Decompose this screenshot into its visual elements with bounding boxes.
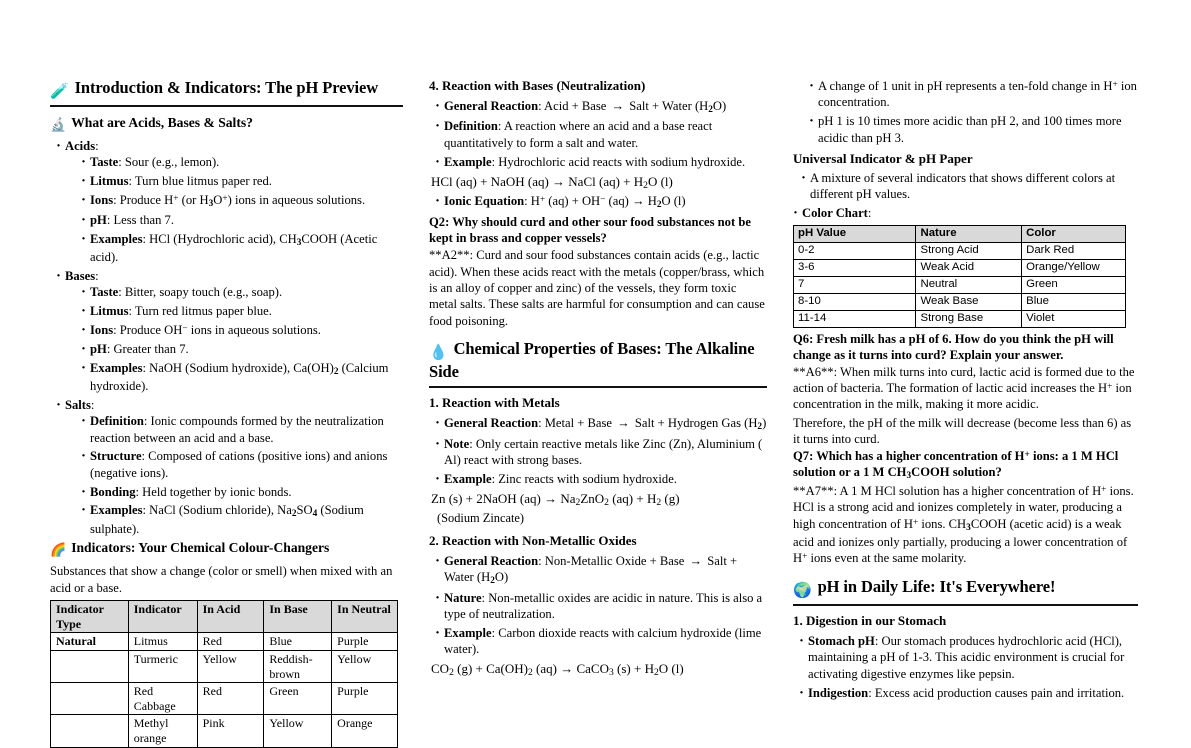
left-sub2-title: Indicators: Your Chemical Colour-Changers (71, 540, 330, 556)
list-item: · Nature: Non-metallic oxides are acidic in nature. This is also a type of neutralization. (435, 590, 767, 623)
ph-color-chart-table (793, 225, 1126, 327)
table-header-row (794, 226, 1126, 243)
list-item: · A change of 1 unit in pH represents a ten-fold change in H+ ion concentration. (809, 78, 1138, 111)
heading-digestion: 1. Digestion in our Stomach (793, 613, 947, 629)
list-item: · Bonding: Held together by ionic bonds. (81, 484, 403, 500)
column-header-in-base: In Base (264, 601, 332, 633)
salts-label: Salts (65, 397, 91, 412)
heading-reaction-metals: 1. Reaction with Metals (429, 395, 560, 411)
three-column-layout (50, 78, 1147, 746)
list-item: · Examples: HCl (Hydrochloric acid), $CH_3COOH$ (Acetic acid). (81, 231, 403, 265)
left-subheading-indicators (50, 539, 403, 560)
right-section-divider (793, 604, 1138, 606)
column-header-ph-value: pH Value (794, 226, 916, 243)
bases-label-item: · Bases: · Taste: Bitter, soapy touch (e.g., soap). · Litmus: Turn red litmus paper blue. · Ions: Produce OH− ions in aqueous solutions. · pH: Greater than 7. · Examples: NaOH (Sodium hydroxide), $Ca(OH)_2$ (Calcium hydroxide). (56, 268, 403, 394)
list-item: · Litmus: Turn red litmus paper blue. (81, 303, 403, 319)
list-item: · Example: Zinc reacts with sodium hydroxide. (435, 471, 767, 487)
column-header-nature: Nature (916, 226, 1022, 243)
table-row: 3-6 Weak Acid Orange/Yellow (794, 260, 1126, 277)
list-item: · Ions: Produce OH− ions in aqueous solutions. (81, 322, 403, 338)
list-item: · General Reaction: Non-Metallic Oxide + Base → Salt + Water $(H_2O)$ (435, 553, 767, 587)
question-q7: Q7: Which has a higher concentration of H+ ions: a 1 M HCl solution or a 1 M $CH_3COOH$ solution? (793, 449, 1119, 482)
left-sub1-title: What are Acids, Bases & Salts? (71, 114, 253, 130)
color-chart-label-list (793, 205, 1138, 221)
test-tube-icon: 🧪 (50, 82, 69, 100)
list-item: · Structure: Composed of cations (positive ions) and anions (negative ions). (81, 448, 403, 481)
table-row: 11-14 Strong Base Violet (794, 310, 1126, 327)
microscope-icon: 🔬 (50, 117, 67, 133)
ionic-equation-list (429, 193, 767, 211)
table-header-row (51, 601, 398, 633)
table-row: Natural Litmus Red Blue Purple (51, 633, 398, 651)
acids-list (65, 154, 403, 266)
list-item: · Note: Only certain reactive metals like Zinc (Zn), Aluminium ( Al) react with strong bases. (435, 436, 767, 469)
digestion-list (793, 633, 1138, 701)
acids-group (50, 138, 403, 537)
middle-section-title: Chemical Properties of Bases: The Alkaline Side (429, 338, 755, 381)
water-droplets-icon: 💧 (429, 342, 448, 361)
equation-zinc: Zn (s) + 2NaOH $(aq) \to Na_2ZnO_2$ $(aq) + H_2$ (g) (431, 490, 680, 508)
right-section-title: pH in Daily Life: It's Everywhere! (817, 577, 1056, 597)
heading-neutralization: 4. Reaction with Bases (Neutralization) (429, 78, 646, 93)
column-header-indicator: Indicator (128, 601, 197, 633)
middle-section-divider (429, 386, 767, 388)
column-header-indicator-type: Indicator Type (51, 601, 129, 633)
table-row: 0-2 Strong Acid Dark Red (794, 243, 1126, 260)
list-item: · Example: Carbon dioxide reacts with calcium hydroxide (lime water). (435, 625, 767, 658)
table-row: 8-10 Weak Base Blue (794, 294, 1126, 311)
list-item: · General Reaction: Metal + Base → Salt + Hydrogen Gas $(H_2)$ (435, 415, 767, 433)
list-item: · A mixture of several indicators that shows different colors at different pH values. (801, 170, 1138, 203)
left-section-divider (50, 105, 403, 107)
indicator-table (50, 600, 398, 748)
ph-scale-list (793, 78, 1138, 146)
list-item: · Definition: Ionic compounds formed by the neutralization reaction between an acid and a base. (81, 413, 403, 446)
globe-icon: 🌍 (793, 581, 812, 600)
column-left (50, 78, 403, 746)
list-item: · Indigestion: Excess acid production causes pain and irritation. (799, 685, 1138, 701)
list-item: · Litmus: Turn blue litmus paper red. (81, 173, 403, 189)
list-item: · Examples: NaOH (Sodium hydroxide), $Ca(OH)_2$ (Calcium hydroxide). (81, 360, 403, 394)
left-section-title: Introduction & Indicators: The pH Preview (74, 78, 379, 97)
metals-list (429, 415, 767, 487)
column-right (793, 78, 1138, 700)
equation-co2: $CO_2$ $(g) + Ca(OH)_2$ (aq) → CaCO$_3$ $(s) + H_2O$ (l) (431, 661, 684, 679)
equation-hcl-naoh: HCl (aq) + NaOH (aq) → NaCl $(aq) + H_2O$ (l) (431, 173, 673, 191)
question-q2: Q2: Why should curd and other sour food substances not be kept in brass and copper vessels? (429, 215, 751, 246)
list-item: · Ionic Equation: H+ (aq) + OH− $(aq) \to H_2O$ (l) (435, 193, 767, 211)
bases-list (65, 284, 403, 394)
universal-indicator-list (793, 170, 1138, 203)
list-item: · Stomach pH: Our stomach produces hydrochloric acid (HCl), maintaining a pH of 1-3. This acidic environment is crucial for activating digestive enzymes like pepsin. (799, 633, 1138, 682)
list-item: · Ions: Produce H+ (or $H_3O^+$) ions in aqueous solutions. (81, 192, 403, 210)
list-item: · Taste: Sour (e.g., lemon). (81, 154, 403, 170)
heading-universal-indicator: Universal Indicator & pH Paper (793, 150, 973, 166)
answer-a7: **A7**: A 1 M HCl solution has a higher concentration of H+ ions. HCl is a strong acid and ionizes completely in water, producing a high concentration of H+ ions. $CH_3COOH$ (acetic acid) is a weak acid and ionizes only partially, producing a lower concentration of H+ ions even at the same molarity. (793, 483, 1134, 566)
equation-zinc-note: (Sodium Zincate) (437, 510, 525, 525)
rainbow-icon: 🌈 (50, 543, 67, 559)
oxides-list (429, 553, 767, 658)
table-row: Red Cabbage Red Green Purple (51, 683, 398, 715)
ionic-equation-label: Ionic Equation (444, 194, 525, 209)
list-item: · pH 1 is 10 times more acidic than pH 2, and 100 times more acidic than pH 3. (809, 113, 1138, 146)
bases-label: Bases (65, 269, 96, 284)
list-item: · Example: Hydrochloric acid reacts with sodium hydroxide. (435, 154, 767, 170)
answer-a6-part2: Therefore, the pH of the milk will decrease (become less than 6) as it turns into curd. (793, 415, 1132, 446)
neutralization-list (429, 98, 767, 170)
list-item: · pH: Greater than 7. (81, 341, 403, 357)
table-row: Methyl orange Pink Yellow Orange (51, 715, 398, 747)
list-item: · Taste: Bitter, soapy touch (e.g., soap). (81, 284, 403, 300)
table-row: 7 Neutral Green (794, 277, 1126, 294)
left-section-heading (50, 78, 403, 101)
list-item: · Definition: A reaction where an acid and a base react quantitatively to form a salt and water. (435, 118, 767, 151)
list-item: · Color Chart: (793, 205, 1138, 221)
answer-a2: **A2**: Curd and sour food substances contain acids (e.g., lactic acid). When these acids react with the metals (copper/brass, which is an alloy of copper and zinc) of the vessels, they form toxic metal salts. These salts are harmful for consumption and can cause food poisoning. (429, 248, 765, 328)
answer-a6-part1: **A6**: When milk turns into curd, lactic acid is formed due to the action of bacteria. The formation of lactic acid increases the H+ ion concentration in the milk, making it more acidic. (793, 364, 1135, 412)
salts-label-item: · Salts: · Definition: Ionic compounds formed by the neutralization reaction between an acid and a base. · Structure: Composed of cations (positive ions) and anions (negative ions). · Bonding: Held together by ionic bonds. · Examples: NaCl (Sodium chloride), $Na_2SO_4$ (Sodium sulphate). (56, 397, 403, 537)
column-header-in-acid: In Acid (197, 601, 264, 633)
column-middle (429, 78, 767, 679)
heading-reaction-oxides: 2. Reaction with Non-Metallic Oxides (429, 532, 637, 548)
left-subheading-acids-bases-salts (50, 114, 403, 135)
list-item: · General Reaction: Acid + Base → Salt + Water $(H_2O)$ (435, 98, 767, 116)
indicators-intro: Substances that show a change (color or smell) when mixed with an acid or a base. (50, 564, 393, 595)
table-row: Turmeric Yellow Reddish-brown Yellow (51, 650, 398, 682)
column-header-in-neutral: In Neutral (332, 601, 398, 633)
acids-label: Acids (65, 138, 96, 153)
column-header-color: Color (1022, 226, 1126, 243)
middle-section-heading (429, 339, 767, 382)
list-item: · Examples: NaCl (Sodium chloride), $Na_2SO_4$ (Sodium sulphate). (81, 502, 403, 536)
color-chart-label: Color Chart (802, 206, 868, 221)
salts-list (65, 413, 403, 537)
right-section-heading (793, 577, 1138, 600)
question-q6: Q6: Fresh milk has a pH of 6. How do you think the pH will change as it turns into curd? Explain your answer. (793, 331, 1114, 362)
acids-label-item: · Acids: · Taste: Sour (e.g., lemon). · Litmus: Turn blue litmus paper red. · Ions: Produce H+ (or $H_3O^+$) ions in aqueous solutions. · pH: Less than 7. · Examples: HCl (Hydrochloric acid), $CH_3COOH$ (Acetic acid). (56, 138, 403, 266)
list-item: · pH: Less than 7. (81, 212, 403, 228)
